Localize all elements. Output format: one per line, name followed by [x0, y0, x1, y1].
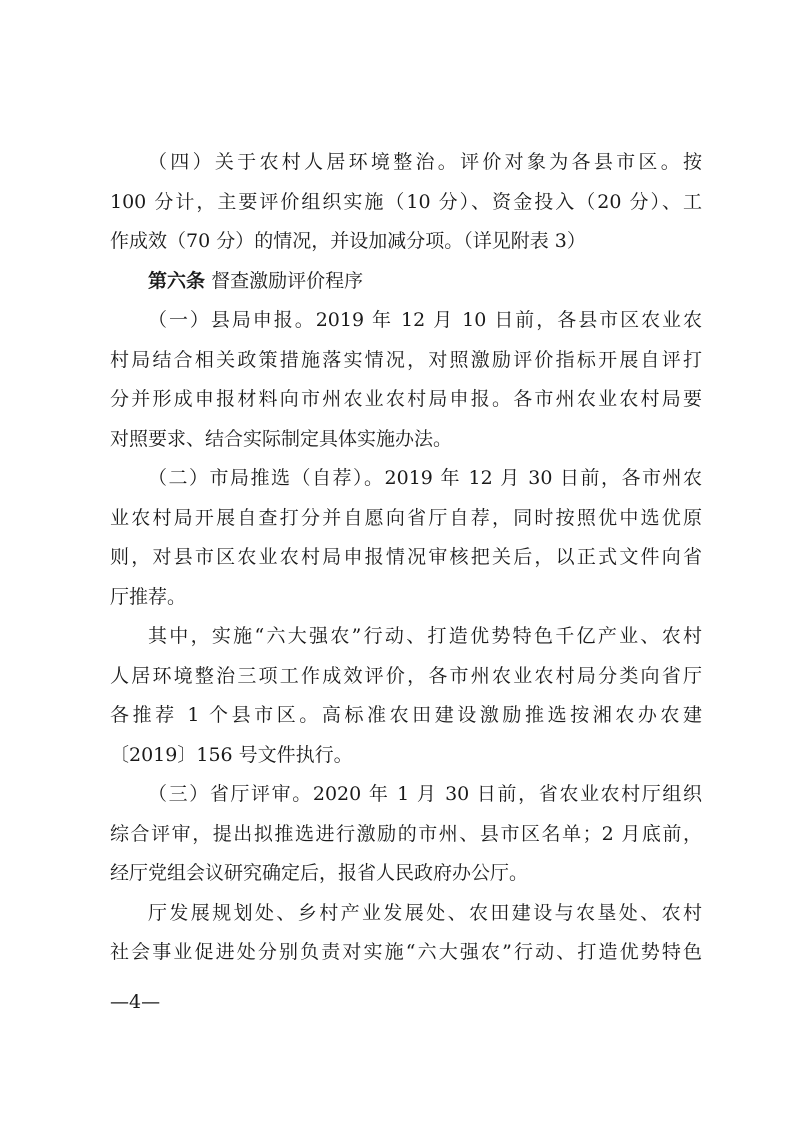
- paragraph-line: 经厅党组会议研究确定后，报省人民政府办公厅。: [110, 862, 529, 884]
- paragraph-line: 社会事业促进处分别负责对实施“六大强农”行动、打造优势特色: [110, 941, 702, 963]
- paragraph-line: 其中，实施“六大强农”行动、打造优势特色千亿产业、农村: [148, 625, 702, 647]
- paragraph-line: 对照要求、结合实际制定具体实施办法。: [110, 427, 453, 450]
- paragraph-line: 作成效（70 分）的情况，并设加减分项。（详见附表 3）: [110, 230, 586, 252]
- paragraph-line: 村局结合相关政策措施落实情况，对照激励评价指标开展自评打: [110, 348, 702, 371]
- paragraph-line: 则，对县市区农业农村局申报情况审核把关后，以正式文件向省: [110, 546, 702, 568]
- paragraph-line: 100 分计，主要评价组织实施（10 分）、资金投入（20 分）、工: [110, 190, 702, 213]
- document-body: [110, 143, 702, 973]
- paragraph-line: 综合评审，提出拟推选进行激励的市州、县市区名单；2 月底前，: [110, 822, 702, 845]
- paragraph-line: （二）市局推选（自荐）。2019 年 12 月 30 日前，各市州农: [148, 467, 702, 489]
- paragraph-line: 分并形成申报材料向市州农业农村局申报。各市州农业农村局要: [110, 388, 702, 410]
- paragraph-line: 各推荐 1 个县市区。高标准农田建设激励推选按湘农办农建: [110, 704, 702, 726]
- paragraph-line: （四）关于农村人居环境整治。评价对象为各县市区。按: [148, 151, 702, 173]
- paragraph-line: 〔2019〕156 号文件执行。: [110, 743, 353, 766]
- section-heading: [110, 262, 702, 302]
- paragraph-line: 业农村局开展自查打分并自愿向省厅自荐，同时按照优中选优原: [110, 506, 702, 529]
- page-number: —4—: [110, 991, 161, 1013]
- article-number: 第六条: [148, 269, 206, 292]
- article-title: 督查激励评价程序: [211, 269, 364, 292]
- paragraph-line: （三）省厅评审。2020 年 1 月 30 日前，省农业农村厅组织: [148, 783, 702, 805]
- paragraph-line: 厅发展规划处、乡村产业发展处、农田建设与农垦处、农村: [148, 901, 702, 924]
- paragraph-line: 厅推荐。: [110, 585, 187, 608]
- paragraph-line: 人居环境整治三项工作成效评价，各市州农业农村局分类向省厅: [110, 664, 702, 687]
- paragraph-line: （一）县局申报。2019 年 12 月 10 日前，各县市区农业农: [148, 309, 702, 331]
